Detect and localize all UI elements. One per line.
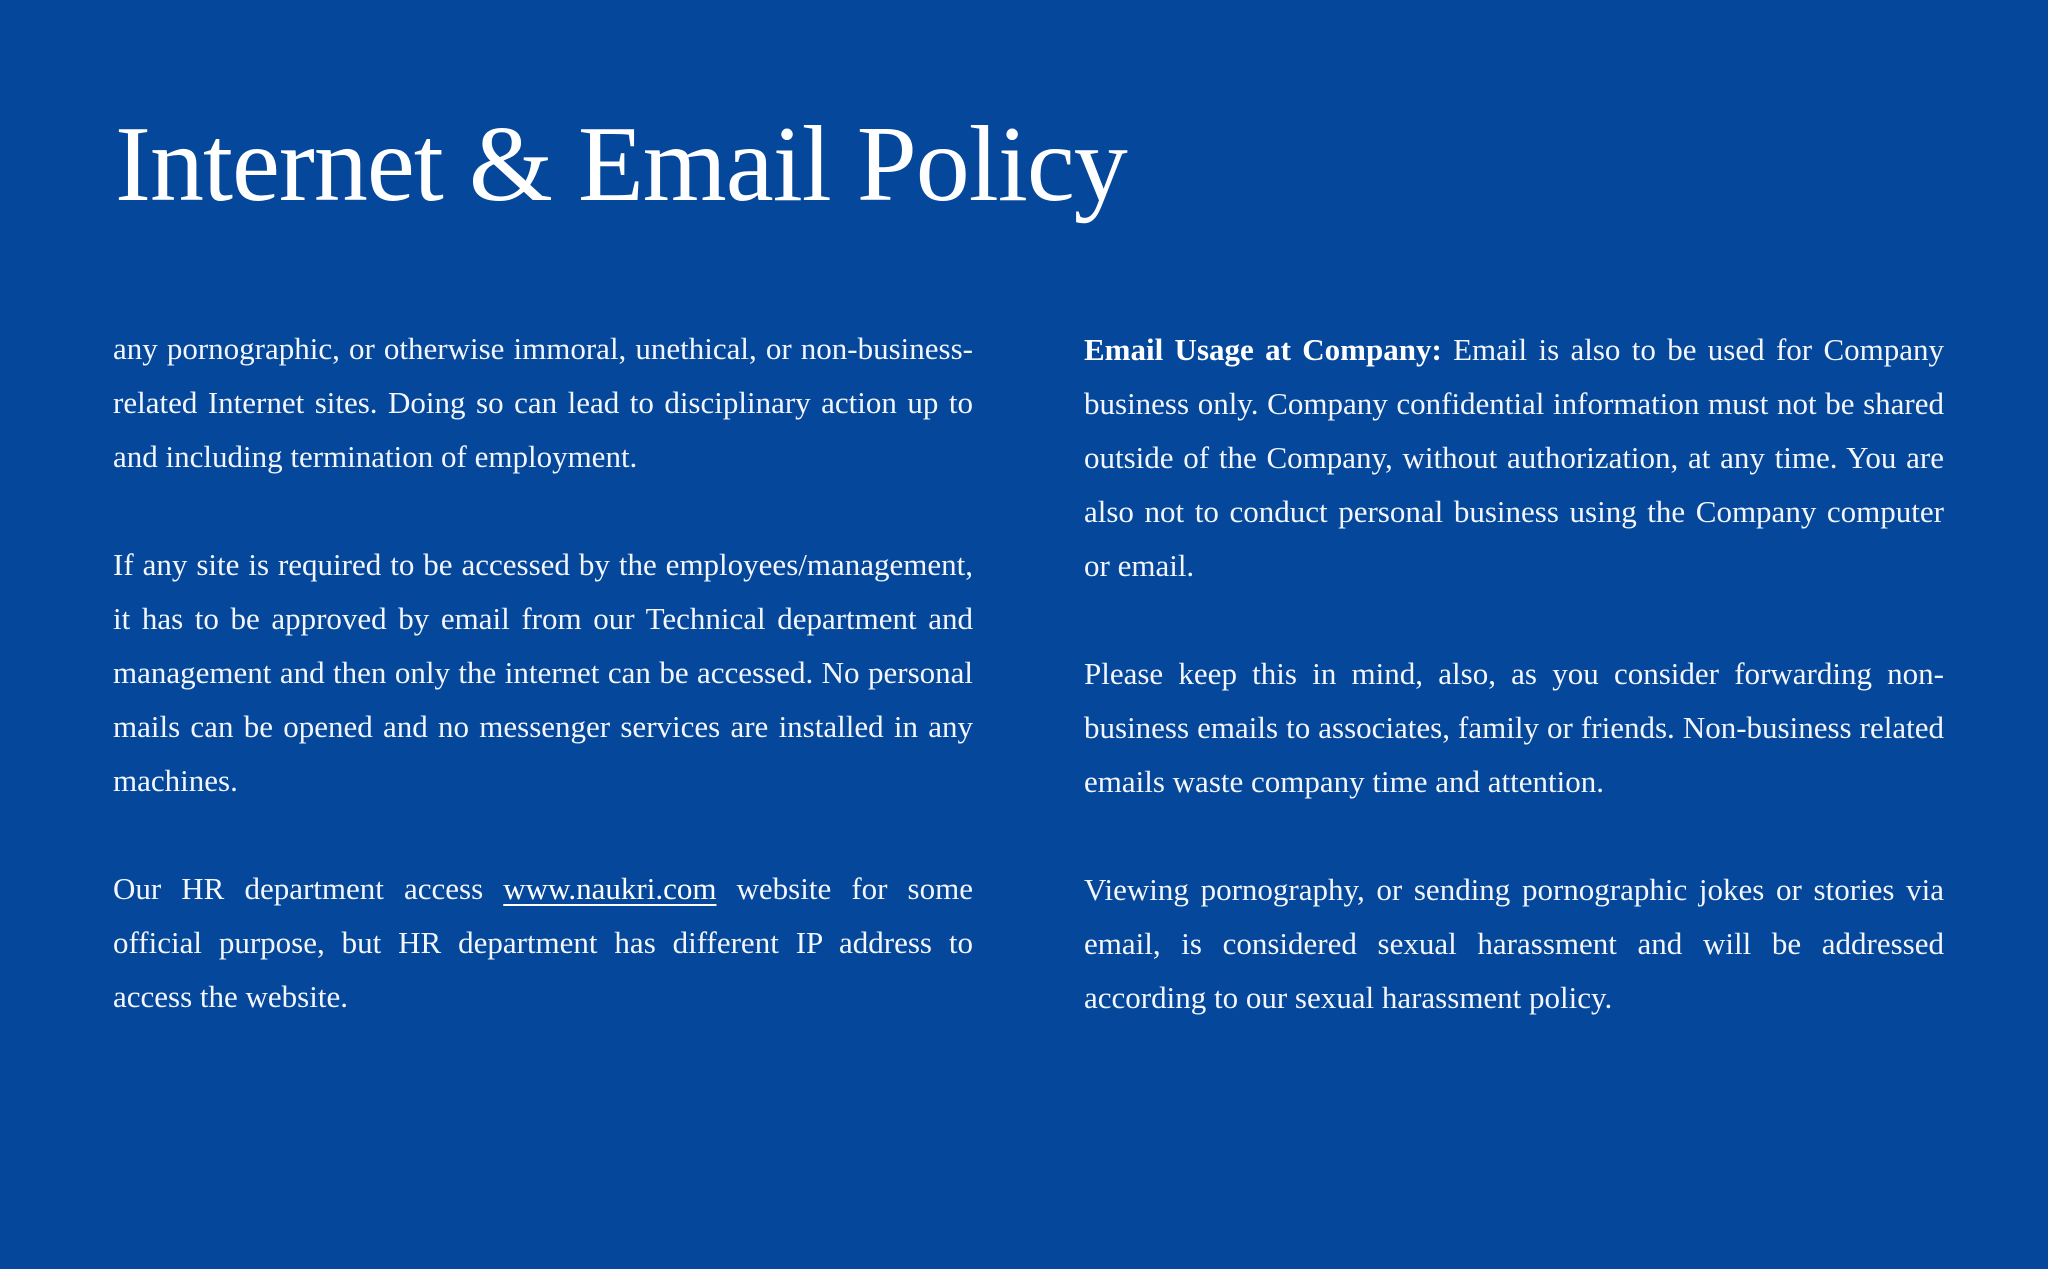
- right-paragraph-2: Please keep this in mind, also, as you consider forwarding non-business emails to associates, family or friends. Non-business related emails waste company time and attention.: [1084, 656, 1944, 799]
- naukri-link[interactable]: www.naukri.com: [503, 871, 717, 906]
- left-paragraph-3-tail: website for some official purpose, but HR department has different IP address to access the website.: [113, 871, 973, 1014]
- right-paragraph-1-body: Email is also to be used for Company business only. Company confidential information must not be shared outside of the Company, without authorization, at any time. You are also not to conduct personal business using the Company computer or email.: [1084, 332, 1944, 583]
- left-paragraph-3-lead: Our HR department access: [113, 871, 504, 906]
- right-paragraph-3: Viewing pornography, or sending pornographic jokes or stories via email, is considered sexual harassment and will be addressed according to our sexual harassment policy.: [1084, 872, 1944, 1015]
- right-column: [1084, 323, 1944, 1025]
- left-paragraph-1: any pornographic, or otherwise immoral, unethical, or non-business-related Internet sites. Doing so can lead to disciplinary action up to and including termination of employment.: [113, 331, 973, 474]
- left-paragraph-3: [113, 862, 973, 1024]
- slide-title: Internet & Email Policy: [115, 105, 1127, 224]
- right-paragraph-1: [1084, 323, 1944, 593]
- email-usage-heading: Email Usage at Company:: [1084, 332, 1442, 367]
- left-column: [113, 322, 973, 1024]
- left-paragraph-2: If any site is required to be accessed by the employees/management, it has to be approved by email from our Technical department and management and then only the internet can be accessed. No personal mails can be opened and no messenger services are installed in any machines.: [113, 547, 973, 798]
